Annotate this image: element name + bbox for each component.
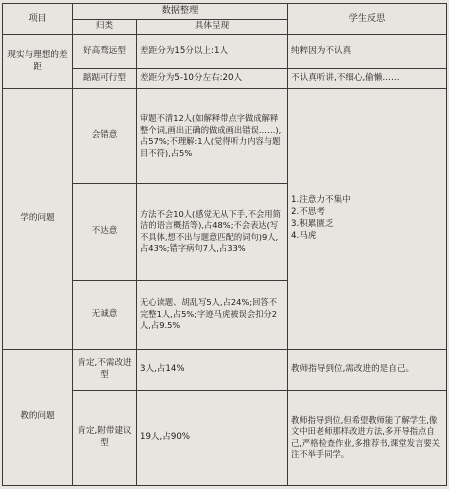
category-cell: 肯定,附带建议型 [73,390,137,485]
details-cell: 审题不清12人(如解释带点字做成解释整个词,画出正确的做成画出错误……),占57%;不理解:1人(觉得听力内容与题目不符),占5% [137,89,288,184]
category-cell: 踮踮可行型 [73,69,137,89]
header-reflection: 学生反思 [288,4,447,35]
reflection-cell: 不认真听讲,不细心,偷懒…… [288,69,447,89]
header-category: 归类 [73,20,137,35]
reflection-cell: 教师指导到位,需改进的是自己。 [288,349,447,390]
header-project: 项目 [3,4,73,35]
list-item: 1.注意力不集中 [291,195,351,206]
details-cell: 19人,占90% [137,390,288,485]
reflection-table [2,3,447,486]
details-cell: 差距分为5-10分左右:20人 [137,69,288,89]
reflection-cell: 纯粹因为不认真 [288,35,447,69]
category-cell: 不达意 [73,184,137,280]
header-data-arrangement: 数据整理 [73,4,288,20]
category-cell: 肯定,不需改进型 [73,349,137,390]
reflection-list [291,195,443,242]
section-label-teaching: 教的问题 [3,349,73,485]
category-cell: 无诚意 [73,280,137,349]
details-cell: 3人,占14% [137,349,288,390]
reflection-cell: 教师指导到位,但希望教师能了解学生,像文中田老师那样改进方法,多开导指点自己,严格检查作业,多推荐书,课堂发言要关注不举手同学。 [288,390,447,485]
details-cell: 无心读题、胡乱写5人,占24%;回答不完整1人,占5%;字迹马虎被误会扣分2人,占9.5% [137,280,288,349]
section-label-gap: 现实与理想的差距 [3,35,73,89]
details-cell: 差距分为15分以上:1人 [137,35,288,69]
category-cell: 会错意 [73,89,137,184]
list-item: 4.马虎 [291,230,317,241]
reflection-list-cell [288,89,447,350]
section-label-learning: 学的问题 [3,89,73,350]
details-cell: 方法不会10人(感觉无从下手,不会用简洁的语言概括等),占48%;不会表达(写不具体,想不出与题意匹配的词句)9人,占43%;错字病句7人,占33% [137,184,288,280]
category-cell: 好高骛远型 [73,35,137,69]
list-item: 3.积累匮乏 [291,218,334,229]
list-item: 2.不思考 [291,207,325,218]
header-details: 具体呈现 [137,20,288,35]
